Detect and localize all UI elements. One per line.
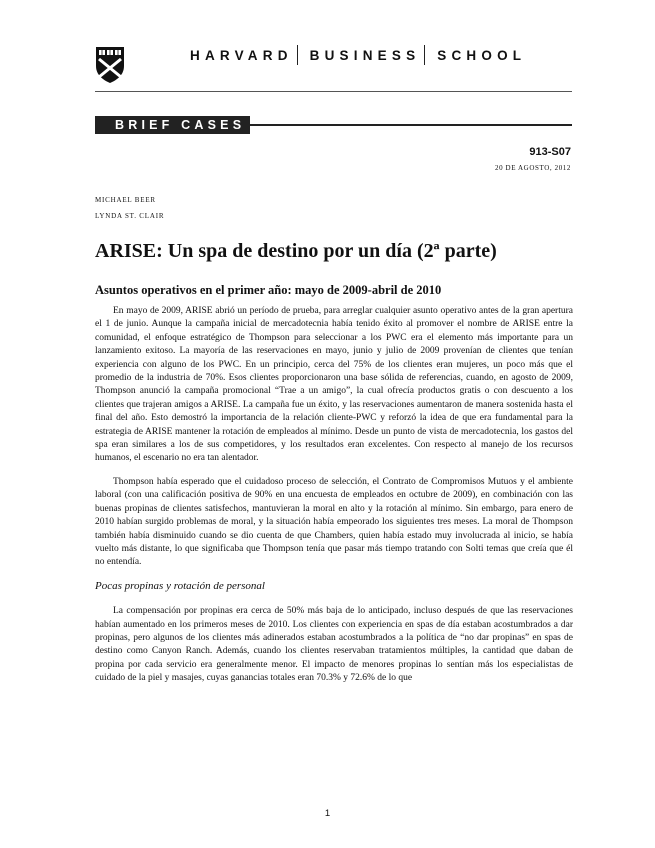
body-paragraph: La compensación por propinas era cerca de 50% más baja de lo anticipado, incluso después de que las reservaciones habían aumentado en los primeros meses de 2010. Los clientes con experiencia en spas de día estaban acostumbrados a dar propinas, pero algunos de los clientes más adinerados estaban acostumbrados a la política de “no dar propinas” en spas de destino como Canyon Ranch. Además, cuando los clientes reservaban tratamientos múltiples, la cantidad que daban de propina por cada servicio era generalmente menor. El impacto de menores propinas lo sentían más los especialistas de cuidado de la piel y masajes, cuyas ganancias totales eran 70.3% y 72.6% de lo que bbox=[95, 606, 573, 684]
series-rule bbox=[250, 124, 572, 126]
wordmark-school: SCHOOL bbox=[437, 47, 527, 63]
header-rule bbox=[95, 91, 572, 92]
subsection-heading: Pocas propinas y rotación de personal bbox=[95, 579, 265, 592]
body-paragraph: Thompson había esperado que el cuidadoso proceso de selección, el Contrato de Compromisos Mutuos y el ambiente laboral (con una calificación positiva de 90% en una encuesta de empleados en octubre de 2009), en combinación con las buenas propinas de clientes satisfechos, mantuvieran la moral en alto y la rotación al mínimo. Sin embargo, para enero de 2010 habían surgido problemas de moral, y la situación había empeorado los siguientes tres meses. La moral de Thompson también había disminuido cuando se dio cuenta de que Chambers, quien había estado muy involucrada al inicio, se había vuelto más distante, lo que significaba que Thompson tenía que pasar más tiempo tratando con Solti temas que creía que él no entendía. bbox=[95, 476, 573, 568]
section-heading: Asuntos operativos en el primer año: mayo de 2009-abril de 2010 bbox=[95, 283, 442, 297]
wordmark-harvard: HARVARD bbox=[190, 47, 293, 63]
page-number: 1 bbox=[324, 808, 331, 819]
document-body bbox=[95, 305, 573, 696]
wordmark-business: BUSINESS bbox=[309, 47, 421, 63]
case-number: 913-S07 bbox=[529, 146, 571, 158]
body-paragraph: En mayo de 2009, ARISE abrió un período de prueba, para arreglar cualquier asunto operativo antes de la gran apertura el 1 de junio. Aunque la campaña inicial de mercadotecnia había tenido éxito al promover el nombre de ARISE entre la comunidad, el enfoque estratégico de Thompson para seleccionar a los PWC era el elemento más importante para un lanzamiento exitoso. La mayoría de las reservaciones en mayo, junio y julio de 2009 provenían de clientes que tenían experiencia con alguno de los PWC. En un principio, cerca del 75% de los clientes eran mujeres, un poco más que el promedio de la industria de 70%. Esos clientes proporcionaron una base sólida de referencias, cuando, en agosto de 2009, Thompson anunció la campaña promocional “Trae a un amigo”, la cual ofrecía productos gratis o con descuento a los clientes que trajeran amigos a ARISE. La campaña fue un éxito, y las reservaciones aumentaron de manera sostenida hasta el final del año. Esto demostró la importancia de la relación cliente-PWC y reforzó la idea de que era fundamental para la estrategia de ARISE mantener la rotación de empleados al mínimo. Desde un punto de vista de mercadotecnia, los gastos del spa eran similares a los de sus competidores, y los resultados eran excelentes. Con respecto al manejo de los recursos humanos, el escenario no era tan alentador. bbox=[95, 306, 573, 464]
author-name: LYNDA ST. CLAIR bbox=[95, 212, 165, 220]
school-wordmark bbox=[190, 45, 526, 65]
document-title: ARISE: Un spa de destino por un día (2ª parte) bbox=[95, 240, 497, 262]
series-label: BRIEF CASES bbox=[95, 116, 250, 134]
author-name: MICHAEL BEER bbox=[95, 196, 156, 204]
case-date: 20 DE AGOSTO, 2012 bbox=[494, 164, 571, 172]
wordmark-divider bbox=[297, 45, 298, 65]
harvard-shield-logo bbox=[95, 46, 125, 84]
wordmark-divider bbox=[424, 45, 425, 65]
